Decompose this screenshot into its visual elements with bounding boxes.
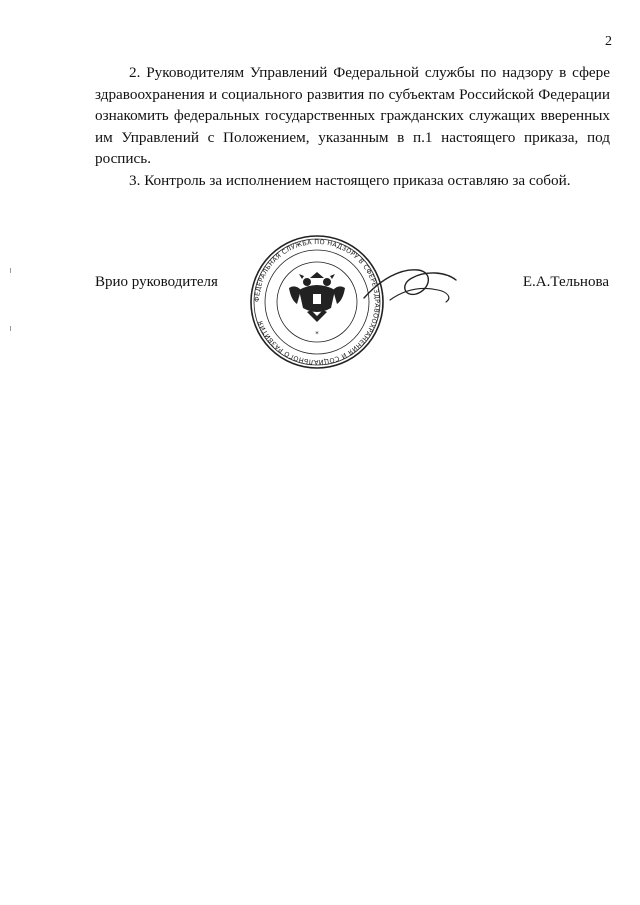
paragraph-3: 3. Контроль за исполнением настоящего приказа оставляю за собой.	[129, 171, 571, 189]
paragraph-2: 2. Руководителям Управлений Федеральной службы по надзору в сфере здравоохранения и социального развития по субъектам Российской Федерации ознакомить федеральных государственных гражданских служащих вверенных им Управлений с Положением, указанным в п.1 настоящего приказа, под роспись.	[95, 64, 610, 167]
seal-ring-text: ФЕДЕРАЛЬНАЯ СЛУЖБА ПО НАДЗОРУ В СФЕРЕ ЗДРАВООХРАНЕНИЯ И СОЦИАЛЬНОГО РАЗВИТИЯ	[252, 237, 382, 367]
signer-title: Врио руководителя	[95, 274, 218, 290]
page-number: 2	[605, 34, 612, 49]
double-headed-eagle-icon	[289, 272, 345, 322]
signature-block	[95, 232, 615, 372]
margin-mark	[10, 268, 11, 273]
signer-name: Е.А.Тельнова	[522, 274, 609, 290]
svg-text:*: *	[315, 330, 319, 338]
document-body	[95, 62, 610, 191]
margin-mark	[10, 326, 11, 331]
handwritten-signature-icon	[360, 250, 460, 310]
